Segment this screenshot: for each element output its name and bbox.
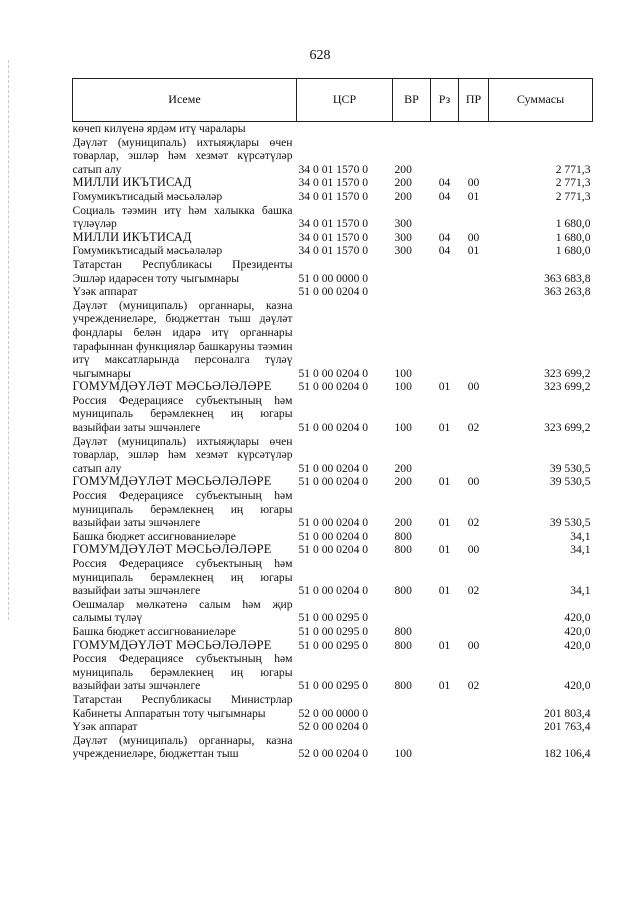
- cell-name: ГОМУМДӘҮЛӘТ МӘСЬӘЛӘЛӘРЕ: [72, 543, 272, 557]
- cell-pr: 00: [467, 475, 480, 489]
- cell-sum: 363 263,8: [544, 285, 591, 299]
- cell-pr: 02: [467, 421, 480, 435]
- cell-pr: [459, 136, 489, 177]
- cell-vr: 100: [394, 421, 412, 435]
- table-row: [73, 299, 593, 381]
- cell-name: Үзәк аппарат: [72, 285, 138, 299]
- cell-vr: [393, 720, 431, 734]
- cell-pr: 02: [467, 584, 480, 598]
- cell-rz: 01: [438, 584, 451, 598]
- cell-vr: 200: [394, 176, 412, 190]
- table-row: [73, 231, 593, 245]
- cell-rz: 01: [438, 380, 451, 394]
- cell-name: Татарстан Республикасы Президенты Эшләр идарәсен тоту чыгымнары: [72, 257, 293, 285]
- table-row: [73, 435, 593, 476]
- cell-csr: 51 0 00 0295 0: [298, 638, 369, 652]
- cell-name: Дәүләт (муниципаль) органнары, казна учреждениеләре, бюджеттан тыш дәүләт фондлары белән идарә итү органнары тарафыннан функцияләр башкаруны тәэмин итү максатларында персоналга түләү чыгымнары: [72, 298, 293, 380]
- table-row: [73, 489, 593, 530]
- cell-rz: [431, 299, 459, 381]
- cell-sum: 34,1: [570, 543, 591, 557]
- cell-csr: 51 0 00 0204 0: [298, 584, 369, 598]
- cell-rz: 01: [438, 516, 451, 530]
- cell-sum: 39 530,5: [549, 516, 591, 530]
- cell-pr: 00: [467, 638, 480, 652]
- cell-vr: 200: [394, 189, 412, 203]
- cell-vr: 100: [394, 366, 412, 380]
- cell-vr: 800: [394, 584, 412, 598]
- cell-pr: [459, 530, 489, 544]
- table-row: [73, 394, 593, 435]
- cell-sum: 420,0: [564, 611, 591, 625]
- cell-pr: 00: [467, 176, 480, 190]
- cell-vr: 800: [394, 529, 412, 543]
- cell-sum: 323 699,2: [544, 380, 591, 394]
- cell-name: Дәүләт (муниципаль) ихтыяҗлары өчен товарлар, эшләр һәм хезмәт күрсәтүләр сатып алу: [72, 434, 293, 475]
- cell-pr: [459, 734, 489, 761]
- table-row: [73, 530, 593, 544]
- cell-vr: 300: [394, 217, 412, 231]
- table-row: [73, 720, 593, 734]
- cell-pr: 00: [467, 543, 480, 557]
- cell-csr: 34 0 01 1570 0: [298, 230, 369, 244]
- cell-rz: [431, 435, 459, 476]
- cell-name: Башка бюджет ассигнованиеләре: [72, 529, 236, 543]
- cell-rz: 01: [438, 638, 451, 652]
- cell-name: Дәүләт (муниципаль) органнары, казна учреждениеләре, бюджеттан тыш: [72, 733, 293, 761]
- cell-name: көчеп килүенә ярдәм итү чаралары: [72, 122, 246, 135]
- cell-rz: [431, 720, 459, 734]
- cell-csr: 34 0 01 1570 0: [298, 189, 369, 203]
- cell-pr: 02: [467, 516, 480, 530]
- cell-rz: [431, 204, 459, 231]
- header-vr: ВР: [393, 79, 431, 122]
- cell-csr: 34 0 01 1570 0: [298, 176, 369, 190]
- header-rz: Рз: [431, 79, 459, 122]
- cell-sum: 1 680,0: [555, 217, 591, 231]
- table-row: [73, 204, 593, 231]
- table-row: [73, 258, 593, 285]
- table-row: [73, 136, 593, 177]
- cell-pr: [459, 435, 489, 476]
- cell-pr: [459, 693, 489, 720]
- cell-sum: 323 699,2: [544, 421, 591, 435]
- cell-vr: 200: [394, 162, 412, 176]
- cell-sum: 2 771,3: [555, 162, 591, 176]
- table-row: [73, 543, 593, 557]
- table-row: [73, 285, 593, 299]
- cell-csr: 51 0 00 0204 0: [298, 475, 369, 489]
- cell-csr: 34 0 01 1570 0: [298, 162, 369, 176]
- cell-rz: [431, 136, 459, 177]
- cell-csr: 51 0 00 0204 0: [298, 461, 369, 475]
- cell-sum: 363 683,8: [544, 271, 591, 285]
- cell-rz: 01: [438, 679, 451, 693]
- cell-rz: [431, 693, 459, 720]
- cell-csr: 52 0 00 0000 0: [298, 706, 369, 720]
- table-row: [73, 244, 593, 258]
- cell-csr: 52 0 00 0204 0: [298, 747, 369, 761]
- cell-vr: 100: [394, 380, 412, 394]
- table-row: [73, 734, 593, 761]
- cell-vr: 800: [394, 543, 412, 557]
- cell-vr: 200: [394, 461, 412, 475]
- cell-rz: [431, 258, 459, 285]
- header-name: Исеме: [73, 79, 297, 122]
- table-row: [73, 380, 593, 394]
- header-sum: Суммасы: [489, 79, 593, 122]
- table-row: [73, 475, 593, 489]
- table-row: [73, 652, 593, 693]
- cell-sum: 420,0: [564, 638, 591, 652]
- cell-csr: 34 0 01 1570 0: [298, 244, 369, 258]
- table-row: [73, 639, 593, 653]
- cell-pr: [459, 122, 489, 136]
- cell-name: Россия Федерациясе субъектының һәм муниципаль берәмлекнең иң югары вазыйфаи заты эшчәнлеге: [72, 489, 293, 530]
- cell-csr: 34 0 01 1570 0: [298, 217, 369, 231]
- cell-name: Дәүләт (муниципаль) ихтыяҗлары өчен товарлар, эшләр һәм хезмәт күрсәтүләр сатып алу: [72, 135, 293, 176]
- cell-csr: 51 0 00 0000 0: [298, 271, 369, 285]
- cell-vr: [393, 598, 431, 625]
- cell-vr: [393, 122, 431, 136]
- cell-pr: 01: [467, 189, 480, 203]
- cell-name: МИЛЛИ ИКЪТИСАД: [72, 230, 192, 244]
- cell-rz: [431, 530, 459, 544]
- cell-pr: 01: [467, 244, 480, 258]
- cell-name: ГОМУМДӘҮЛӘТ МӘСЬӘЛӘЛӘРЕ: [72, 380, 272, 394]
- cell-vr: 800: [394, 624, 412, 638]
- table-row: [73, 176, 593, 190]
- cell-name: Гомумикътисадый мәсьәләләр: [72, 244, 223, 258]
- cell-name: ГОМУМДӘҮЛӘТ МӘСЬӘЛӘЛӘРЕ: [72, 638, 272, 652]
- cell-csr: 51 0 00 0204 0: [298, 516, 369, 530]
- binding-margin: [8, 60, 10, 620]
- cell-rz: [431, 285, 459, 299]
- cell-vr: 800: [394, 638, 412, 652]
- cell-name: Россия Федерациясе субъектының һәм муниципаль берәмлекнең иң югары вазыйфаи заты эшчәнлеге: [72, 393, 293, 435]
- cell-rz: 04: [438, 176, 451, 190]
- cell-name: Россия Федерациясе субъектының һәм муниципаль берәмлекнең иң югары вазыйфаи заты эшчәнлеге: [72, 557, 293, 598]
- cell-name: Оешмалар мөлкәтенә салым һәм җир салымы түләү: [72, 597, 293, 625]
- cell-sum: 201 763,4: [544, 720, 591, 734]
- header-pr: ПР: [459, 79, 489, 122]
- cell-rz: 01: [438, 543, 451, 557]
- cell-rz: 01: [438, 475, 451, 489]
- cell-csr: 51 0 00 0204 0: [298, 285, 369, 299]
- cell-sum: 2 771,3: [555, 189, 591, 203]
- cell-rz: [431, 625, 459, 639]
- cell-pr: [459, 299, 489, 381]
- cell-rz: [431, 122, 459, 136]
- cell-name: Россия Федерациясе субъектының һәм муниципаль берәмлекнең иң югары вазыйфаи заты эшчәнлеге: [72, 652, 293, 693]
- cell-name: Татарстан Республикасы Министрлар Кабинеты Аппаратын тоту чыгымнары: [72, 692, 293, 720]
- cell-vr: 300: [394, 230, 412, 244]
- cell-pr: 00: [467, 230, 480, 244]
- budget-table: [72, 78, 593, 761]
- cell-rz: 01: [438, 421, 451, 435]
- cell-name: МИЛЛИ ИКЪТИСАД: [72, 176, 192, 190]
- cell-csr: 51 0 00 0295 0: [298, 624, 369, 638]
- cell-vr: [393, 285, 431, 299]
- cell-csr: 51 0 00 0204 0: [298, 380, 369, 394]
- cell-name: Үзәк аппарат: [72, 720, 138, 734]
- cell-pr: [459, 598, 489, 625]
- cell-pr: [459, 625, 489, 639]
- cell-vr: 800: [394, 679, 412, 693]
- cell-sum: 1 680,0: [555, 230, 591, 244]
- cell-name: Социаль тәэмин итү һәм халыкка башка түләүләр: [72, 203, 293, 231]
- page-number: 628: [309, 48, 331, 63]
- cell-csr: 51 0 00 0204 0: [298, 366, 369, 380]
- cell-vr: [393, 693, 431, 720]
- cell-sum: 34,1: [570, 529, 591, 543]
- cell-pr: [459, 720, 489, 734]
- cell-sum: [489, 122, 593, 136]
- cell-vr: 100: [394, 747, 412, 761]
- cell-sum: 420,0: [564, 624, 591, 638]
- budget-sheet: [72, 78, 592, 761]
- cell-sum: 182 106,4: [544, 747, 591, 761]
- cell-pr: [459, 285, 489, 299]
- cell-rz: [431, 598, 459, 625]
- cell-sum: 39 530,5: [549, 475, 591, 489]
- cell-rz: 04: [438, 189, 451, 203]
- cell-sum: 1 680,0: [555, 244, 591, 258]
- table-row: [73, 598, 593, 625]
- cell-pr: 02: [467, 679, 480, 693]
- cell-csr: 51 0 00 0295 0: [298, 679, 369, 693]
- cell-rz: 04: [438, 244, 451, 258]
- cell-name: Гомумикътисадый мәсьәләләр: [72, 189, 223, 203]
- table-row: [73, 122, 593, 136]
- cell-vr: 300: [394, 244, 412, 258]
- cell-rz: 04: [438, 230, 451, 244]
- cell-csr: 52 0 00 0204 0: [298, 720, 369, 734]
- cell-sum: 39 530,5: [549, 461, 591, 475]
- cell-sum: 2 771,3: [555, 176, 591, 190]
- cell-vr: 200: [394, 516, 412, 530]
- cell-csr: 51 0 00 0204 0: [298, 421, 369, 435]
- cell-csr: 51 0 00 0204 0: [298, 529, 369, 543]
- table-header: [73, 79, 593, 122]
- cell-sum: 323 699,2: [544, 366, 591, 380]
- cell-pr: 00: [467, 380, 480, 394]
- cell-rz: [431, 734, 459, 761]
- table-row: [73, 557, 593, 598]
- cell-pr: [459, 204, 489, 231]
- cell-vr: [393, 258, 431, 285]
- table-body: [73, 122, 593, 761]
- cell-csr: 51 0 00 0204 0: [298, 543, 369, 557]
- table-row: [73, 693, 593, 720]
- table-row: [73, 190, 593, 204]
- header-csr: ЦСР: [297, 79, 393, 122]
- table-row: [73, 625, 593, 639]
- cell-pr: [459, 258, 489, 285]
- cell-csr: [297, 122, 393, 136]
- cell-name: ГОМУМДӘҮЛӘТ МӘСЬӘЛӘЛӘРЕ: [72, 475, 272, 489]
- cell-csr: 51 0 00 0295 0: [298, 611, 369, 625]
- cell-name: Башка бюджет ассигнованиеләре: [72, 624, 236, 638]
- cell-sum: 420,0: [564, 679, 591, 693]
- cell-vr: 200: [394, 475, 412, 489]
- cell-sum: 201 803,4: [544, 706, 591, 720]
- cell-sum: 34,1: [570, 584, 591, 598]
